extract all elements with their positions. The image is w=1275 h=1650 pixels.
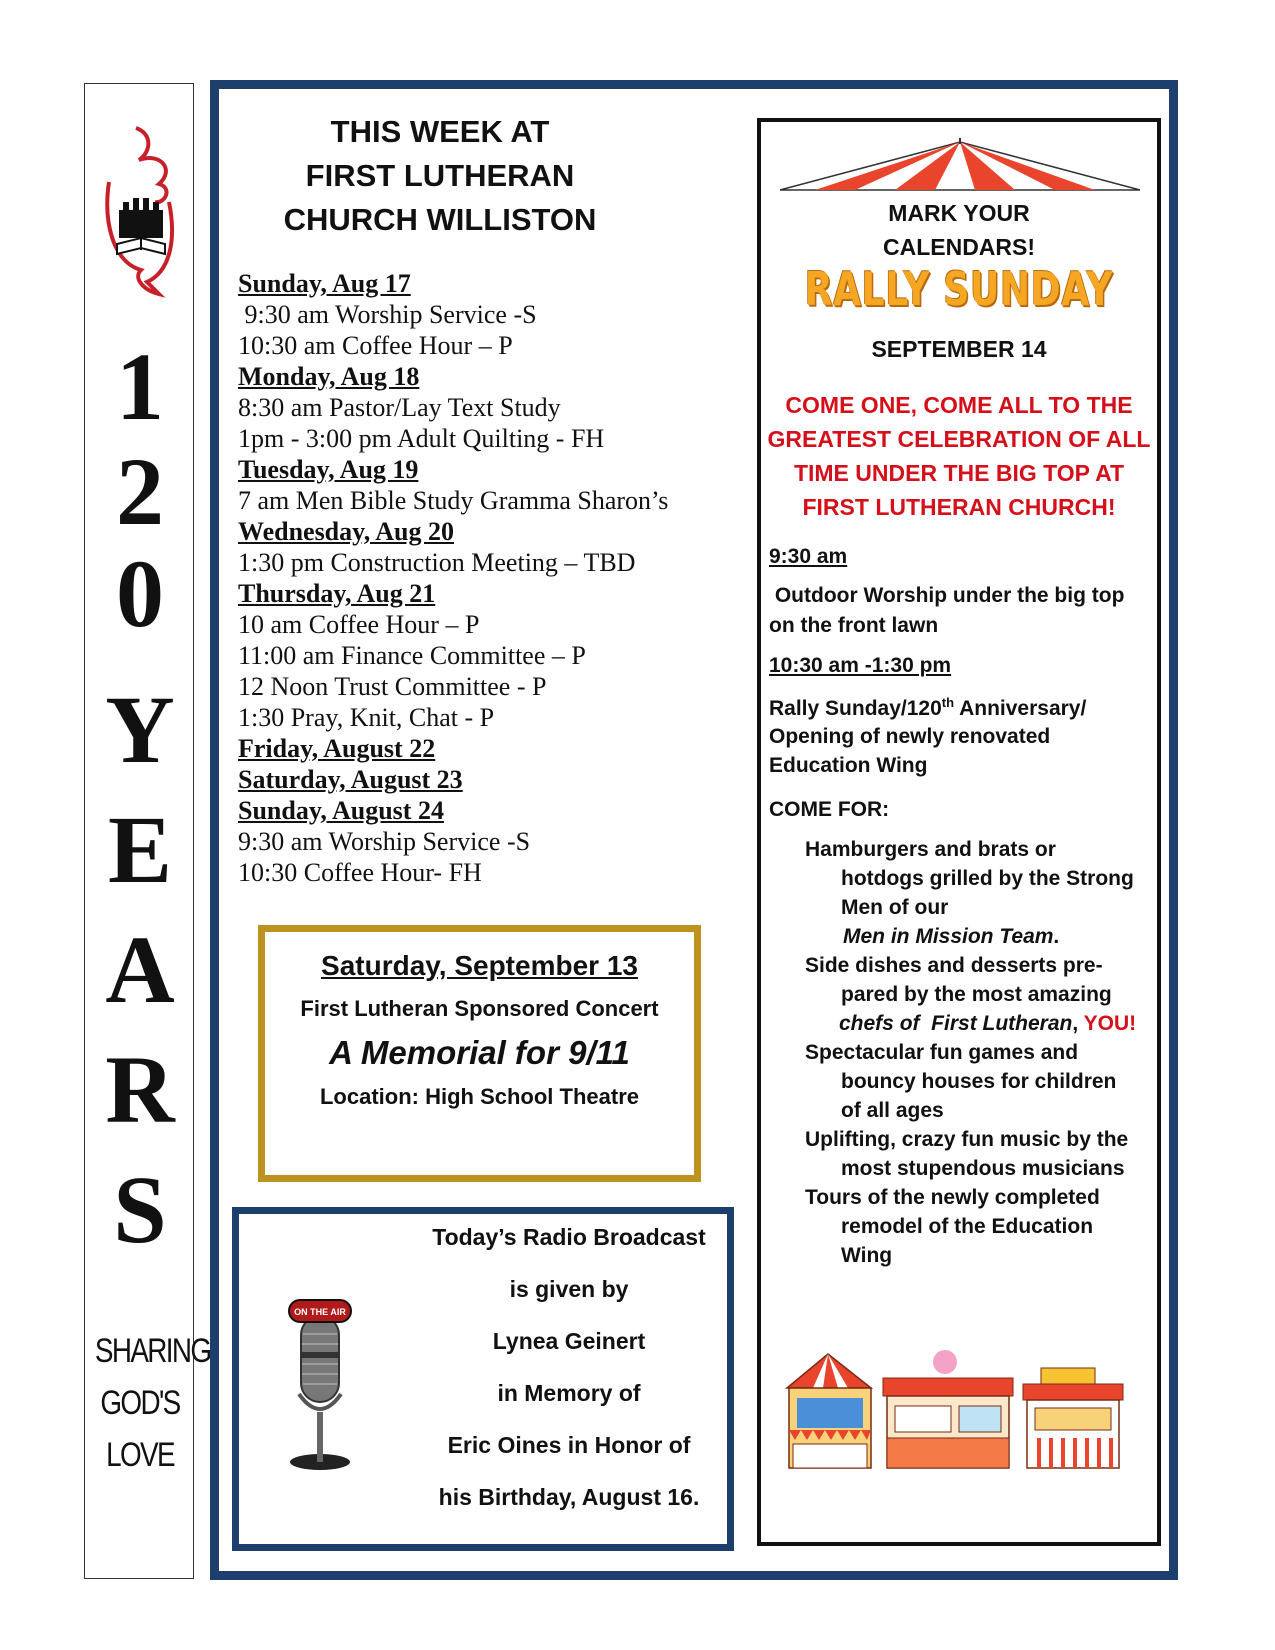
year-digit: 0 bbox=[116, 540, 164, 647]
tent-top-icon bbox=[775, 138, 1145, 192]
radio-line: his Birthday, August 16. bbox=[438, 1484, 700, 1510]
schedule-day: Wednesday, Aug 20 bbox=[238, 517, 455, 546]
year-digit: 1 bbox=[116, 333, 164, 440]
concert-sponsor: First Lutheran Sponsored Concert bbox=[300, 996, 659, 1021]
schedule-event: 10:30 am Coffee Hour – P bbox=[238, 331, 513, 360]
event-description: Outdoor Worship under the big top bbox=[769, 584, 1125, 607]
activity-item: chefs of First Lutheran, YOU! bbox=[839, 1012, 1137, 1035]
invite-line: GREATEST CELEBRATION OF ALL bbox=[767, 426, 1151, 452]
schedule-event: 11:00 am Finance Committee – P bbox=[238, 641, 586, 670]
activity-item: pared by the most amazing bbox=[841, 983, 1112, 1006]
rally-sunday-box bbox=[757, 118, 1161, 1546]
event-description: Opening of newly renovated bbox=[769, 725, 1051, 748]
mic-sign-label: ON THE AIR bbox=[294, 1307, 346, 1317]
activity-item: Wing bbox=[841, 1244, 893, 1267]
schedule-day: Sunday, Aug 17 bbox=[238, 269, 411, 298]
years-letter: S bbox=[113, 1156, 167, 1263]
years-letter: R bbox=[105, 1036, 175, 1143]
concert-date: Saturday, September 13 bbox=[321, 950, 638, 981]
mark-calendars-line: MARK YOUR bbox=[888, 200, 1030, 226]
radio-line: Today’s Radio Broadcast bbox=[432, 1224, 706, 1250]
page-title-line: FIRST LUTHERAN bbox=[305, 158, 575, 193]
year-digit: 2 bbox=[116, 438, 164, 545]
weekly-schedule bbox=[238, 268, 668, 888]
event-description: on the front lawn bbox=[769, 614, 939, 637]
radio-box bbox=[232, 1207, 734, 1551]
activity-item: Tours of the newly completed bbox=[805, 1186, 1100, 1209]
activity-item: Side dishes and desserts pre- bbox=[805, 954, 1103, 977]
schedule-day: Friday, August 22 bbox=[238, 734, 436, 763]
invite-line: TIME UNDER THE BIG TOP AT bbox=[793, 460, 1125, 486]
schedule-event: 9:30 am Worship Service -S bbox=[238, 827, 531, 856]
schedule-event: 1:30 pm Construction Meeting – TBD bbox=[238, 548, 636, 577]
activity-item: bouncy houses for children bbox=[841, 1070, 1117, 1093]
tagline-line: LOVE bbox=[106, 1436, 174, 1474]
concert-location: Location: High School Theatre bbox=[319, 1084, 639, 1109]
invite-line: COME ONE, COME ALL TO THE bbox=[785, 392, 1133, 418]
schedule-event: 1:30 Pray, Knit, Chat - P bbox=[238, 703, 495, 732]
radio-line: Lynea Geinert bbox=[492, 1328, 646, 1354]
years-letter: Y bbox=[105, 676, 175, 783]
schedule-event: 7 am Men Bible Study Gramma Sharon’s bbox=[238, 486, 669, 515]
activity-item: Men of our bbox=[841, 896, 949, 919]
side-banner bbox=[84, 83, 211, 1579]
activity-item: Hamburgers and brats or bbox=[805, 838, 1056, 861]
years-letter: E bbox=[107, 796, 173, 903]
event-time: 10:30 am -1:30 pm bbox=[769, 654, 952, 677]
rally-date: SEPTEMBER 14 bbox=[871, 336, 1047, 362]
page-title-line: THIS WEEK AT bbox=[330, 114, 550, 149]
schedule-event: 8:30 am Pastor/Lay Text Study bbox=[238, 393, 561, 422]
rally-sunday-title: RALLY SUNDAY bbox=[804, 262, 1114, 316]
activity-item: Uplifting, crazy fun music by the bbox=[805, 1128, 1129, 1151]
activity-item: of all ages bbox=[841, 1099, 944, 1122]
schedule-day: Thursday, Aug 21 bbox=[238, 579, 436, 608]
activity-item: hotdogs grilled by the Strong bbox=[841, 867, 1134, 890]
event-description: Rally Sunday/120th Anniversary/ bbox=[769, 695, 1087, 720]
tagline-line: SHARING bbox=[94, 1332, 211, 1370]
concert-box bbox=[258, 925, 701, 1182]
schedule-event: 10 am Coffee Hour – P bbox=[238, 610, 480, 639]
event-time: 9:30 am bbox=[769, 545, 848, 568]
radio-line: is given by bbox=[509, 1276, 629, 1302]
activity-item: remodel of the Education bbox=[841, 1215, 1094, 1238]
activity-item: Spectacular fun games and bbox=[805, 1041, 1079, 1064]
schedule-event: 9:30 am Worship Service -S bbox=[238, 300, 537, 329]
schedule-day: Tuesday, Aug 19 bbox=[238, 455, 419, 484]
carnival-booths-icon bbox=[783, 1348, 1133, 1476]
invite-line: FIRST LUTHERAN CHURCH! bbox=[802, 494, 1116, 520]
page-title-line: CHURCH WILLISTON bbox=[283, 202, 597, 237]
schedule-event: 10:30 Coffee Hour- FH bbox=[238, 858, 482, 887]
activity-item: Men in Mission Team. bbox=[843, 925, 1060, 948]
church-logo-icon bbox=[103, 122, 178, 302]
radio-line: in Memory of bbox=[497, 1380, 641, 1406]
tagline-line: GOD'S bbox=[100, 1384, 180, 1422]
event-description: Education Wing bbox=[769, 754, 928, 777]
come-for-heading: COME FOR: bbox=[769, 798, 890, 821]
schedule-event: 1pm - 3:00 pm Adult Quilting - FH bbox=[238, 424, 605, 453]
schedule-event: 12 Noon Trust Committee - P bbox=[238, 672, 547, 701]
microphone-icon bbox=[275, 1294, 365, 1474]
activity-item: most stupendous musicians bbox=[841, 1157, 1125, 1180]
schedule-day: Monday, Aug 18 bbox=[238, 362, 420, 391]
radio-line: Eric Oines in Honor of bbox=[447, 1432, 691, 1458]
years-letter: A bbox=[105, 916, 175, 1023]
schedule-day: Sunday, August 24 bbox=[238, 796, 444, 825]
mark-calendars-line: CALENDARS! bbox=[882, 234, 1036, 260]
schedule-day: Saturday, August 23 bbox=[238, 765, 463, 794]
concert-title: A Memorial for 9/11 bbox=[329, 1034, 630, 1071]
